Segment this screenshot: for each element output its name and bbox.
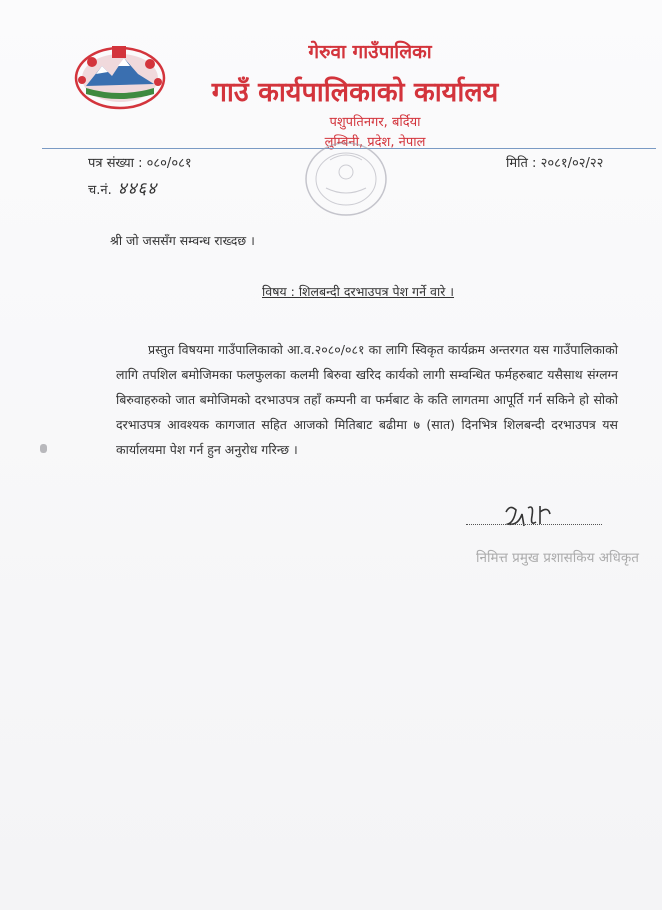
nepal-emblem-icon — [72, 40, 168, 112]
subject-line: विषय : शिलबन्दी दरभाउपत्र पेश गर्ने वारे । — [262, 284, 455, 299]
handwritten-signature-icon — [500, 500, 560, 536]
reference-label: पत्र संख्या : — [88, 156, 143, 171]
org-name: गेरुवा गाउँपालिका — [308, 41, 432, 63]
signatory-title: निमित्त प्रमुख प्रशासकिय अधिकृत — [476, 550, 639, 566]
address-line-2: लुम्बिनी, प्रदेश, नेपाल — [324, 135, 426, 150]
scan-speck — [40, 444, 47, 453]
reference-value: ०८०/०८१ — [146, 156, 192, 171]
signature-line — [466, 524, 602, 525]
letter-body: प्रस्तुत विषयमा गाउँपालिकाको आ.व.२०८०/०८१ का लागि स्विकृत कार्यक्रम अन्तरगत यस गाउँपालिकाको लागि तपशिल बमोजिमका फलफुलका कलमी बिरुवा खरिद कार्यको लागी सम्वन्धित फर्महरुबाट यसैसाथ संग्लग्न बिरुवाहरुको जात बमोजिमको दरभाउपत्र तहाँ कम्पनी वा फर्मबाट के कति लागतमा आपूर्ति गर्न सकिने हो सोको दरभाउपत्र आवश्यक कागजात सहित आजको मितिबाट बढीमा ७ (सात) दिनभित्र शिलबन्दी दरभाउपत्र यस कार्यालयमा पेश गर्न हुन अनुरोध गरिन्छ । — [116, 342, 618, 457]
office-title: गाउँ कार्यपालिकाको कार्यालय — [211, 77, 499, 108]
address-line-1: पशुपतिनगर, बर्दिया — [329, 115, 421, 130]
date-label: मिति : — [506, 156, 537, 171]
reference-number — [88, 153, 192, 171]
dispatch-label: च.नं. — [88, 183, 112, 198]
recipient-line: श्री जो जससँग सम्वन्ध राख्दछ । — [110, 233, 255, 248]
date-value: २०८१/०२/२२ — [540, 156, 604, 171]
letter-date — [506, 153, 603, 171]
dispatch-number — [88, 176, 157, 199]
office-seal-stamp-icon — [300, 138, 392, 220]
dispatch-value-handwritten: ४४६४ — [117, 179, 158, 199]
